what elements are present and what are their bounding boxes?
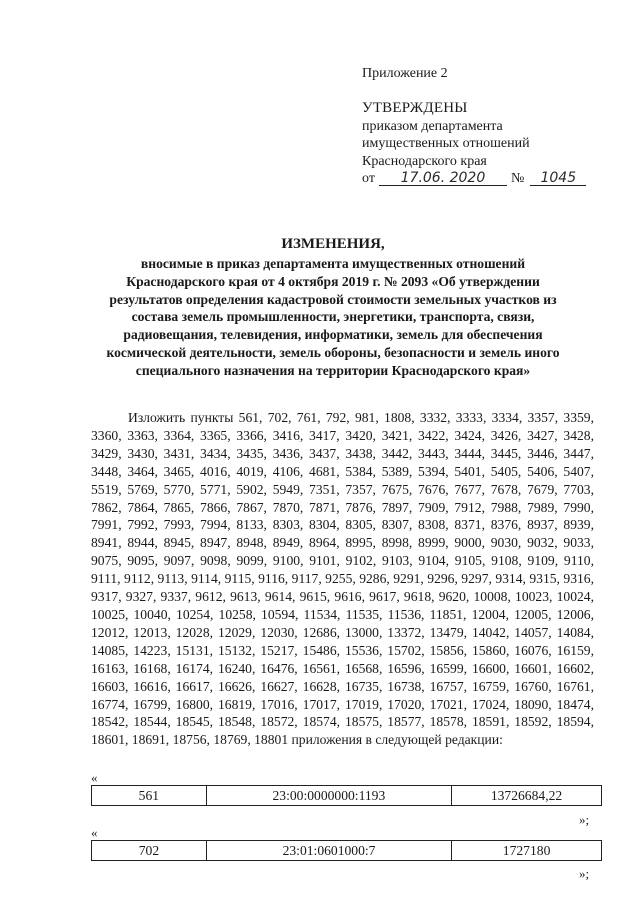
- row-number: 561: [92, 786, 207, 806]
- table-row: [92, 841, 602, 861]
- table-row: [92, 786, 602, 806]
- record-table: [91, 785, 602, 806]
- approval-title: УТВЕРЖДЕНЫ: [362, 100, 468, 116]
- quote-close: »;: [579, 812, 590, 827]
- appendix-label: Приложение 2: [362, 66, 448, 81]
- row-number: 702: [92, 841, 207, 861]
- heading-title: ИЗМЕНЕНИЯ,: [281, 236, 385, 252]
- heading-line: специального назначения на территории Краснодарского края»: [135, 362, 531, 378]
- heading-line: Краснодарского края от 4 октября 2019 г. № 2093 «Об утверждении: [126, 273, 540, 289]
- heading-line: радиовещания, телевидения, информатики, земель для обеспечения: [123, 327, 543, 343]
- quote-close: »;: [579, 866, 590, 881]
- quote-open: «: [91, 825, 98, 840]
- quote-open: «: [91, 770, 98, 785]
- handwritten-date: 17.06. 2020: [379, 171, 507, 186]
- heading-line: результатов определения кадастровой стоимости земельных участков из: [109, 291, 557, 307]
- document-heading: [66, 236, 600, 380]
- number-label: №: [510, 171, 525, 186]
- approval-date-line: [362, 170, 586, 188]
- from-label: от: [362, 171, 375, 186]
- approval-line: Краснодарского края: [362, 153, 487, 169]
- cadastral-number: 23:01:0601000:7: [206, 841, 451, 861]
- cadastral-number: 23:00:0000000:1193: [206, 786, 451, 806]
- approval-line: имущественных отношений: [362, 136, 530, 151]
- cadastral-value: 13726684,22: [452, 786, 602, 806]
- heading-line: состава земель промышленности, энергетики, транспорта, связи,: [131, 309, 535, 325]
- cadastral-value: 1727180: [452, 841, 602, 861]
- approval-line: приказом департамента: [362, 118, 503, 134]
- heading-line: космической деятельности, земель обороны, безопасности и земель иного: [106, 344, 560, 360]
- body-paragraph: Изложить пункты 561, 702, 761, 792, 981, 1808, 3332, 3333, 3334, 3357, 3359, 3360, 3363, 3364, 3365, 3366, 3416, 3417, 3420, 3421, 3422, 3424, 3426, 3427, 3428, 3429, 3430, 3431, 3434, 3435, 3436, 3437, 3438, 3442, 3443, 3444, 3445, 3446, 3447, 3448, 3464, 3465, 4016, 4019, 4106, 4681, 5384, 5389, 5394, 5401, 5405, 5406, 5407, 5519, 5769, 5770, 5771, 5902, 5949, 7351, 7357, 7675, 7676, 7677, 7678, 7679, 7703, 7862, 7864, 7865, 7866, 7867, 7870, 7871, 7876, 7897, 7909, 7912, 7988, 7989, 7990, 7991, 7992, 7993, 7994, 8133, 8303, 8304, 8305, 8307, 8308, 8371, 8376, 8937, 8939, 8941, 8944, 8945, 8947, 8948, 8949, 8964, 8995, 8998, 8999, 9000, 9030, 9032, 9033, 9075, 9095, 9097, 9098, 9099, 9100, 9101, 9102, 9103, 9104, 9105, 9108, 9109, 9110, 9111, 9112, 9113, 9114, 9115, 9116, 9117, 9255, 9286, 9291, 9296, 9297, 9314, 9315, 9316, 9317, 9327, 9337, 9612, 9613, 9614, 9615, 9616, 9617, 9618, 9620, 10008, 10023, 10024, 10025, 10040, 10254, 10258, 10594, 11534, 11535, 11536, 11851, 12004, 12005, 12006, 12012, 12013, 12028, 12029, 12030, 12686, 13000, 13372, 13479, 14042, 14057, 14084, 14085, 14223, 15131, 15132, 15217, 15486, 15536, 15702, 15856, 15860, 16076, 16159, 16163, 16168, 16174, 16240, 16476, 16561, 16568, 16596, 16599, 16600, 16601, 16602, 16603, 16616, 16617, 16626, 16627, 16628, 16735, 16738, 16757, 16759, 16760, 16761, 16774, 16799, 16800, 16819, 17016, 17017, 17019, 17020, 17021, 17024, 18090, 18474, 18542, 18544, 18545, 18548, 18572, 18574, 18575, 18577, 18578, 18591, 18592, 18594, 18601, 18691, 18756, 18769, 18801 приложения в следующей редакции:: [91, 410, 594, 748]
- handwritten-number: 1045: [530, 171, 586, 186]
- heading-line: вносимые в приказ департамента имущественных отношений: [140, 256, 526, 271]
- approval-block: [362, 100, 586, 188]
- heading-lines: [66, 255, 600, 380]
- record-table: [91, 840, 602, 861]
